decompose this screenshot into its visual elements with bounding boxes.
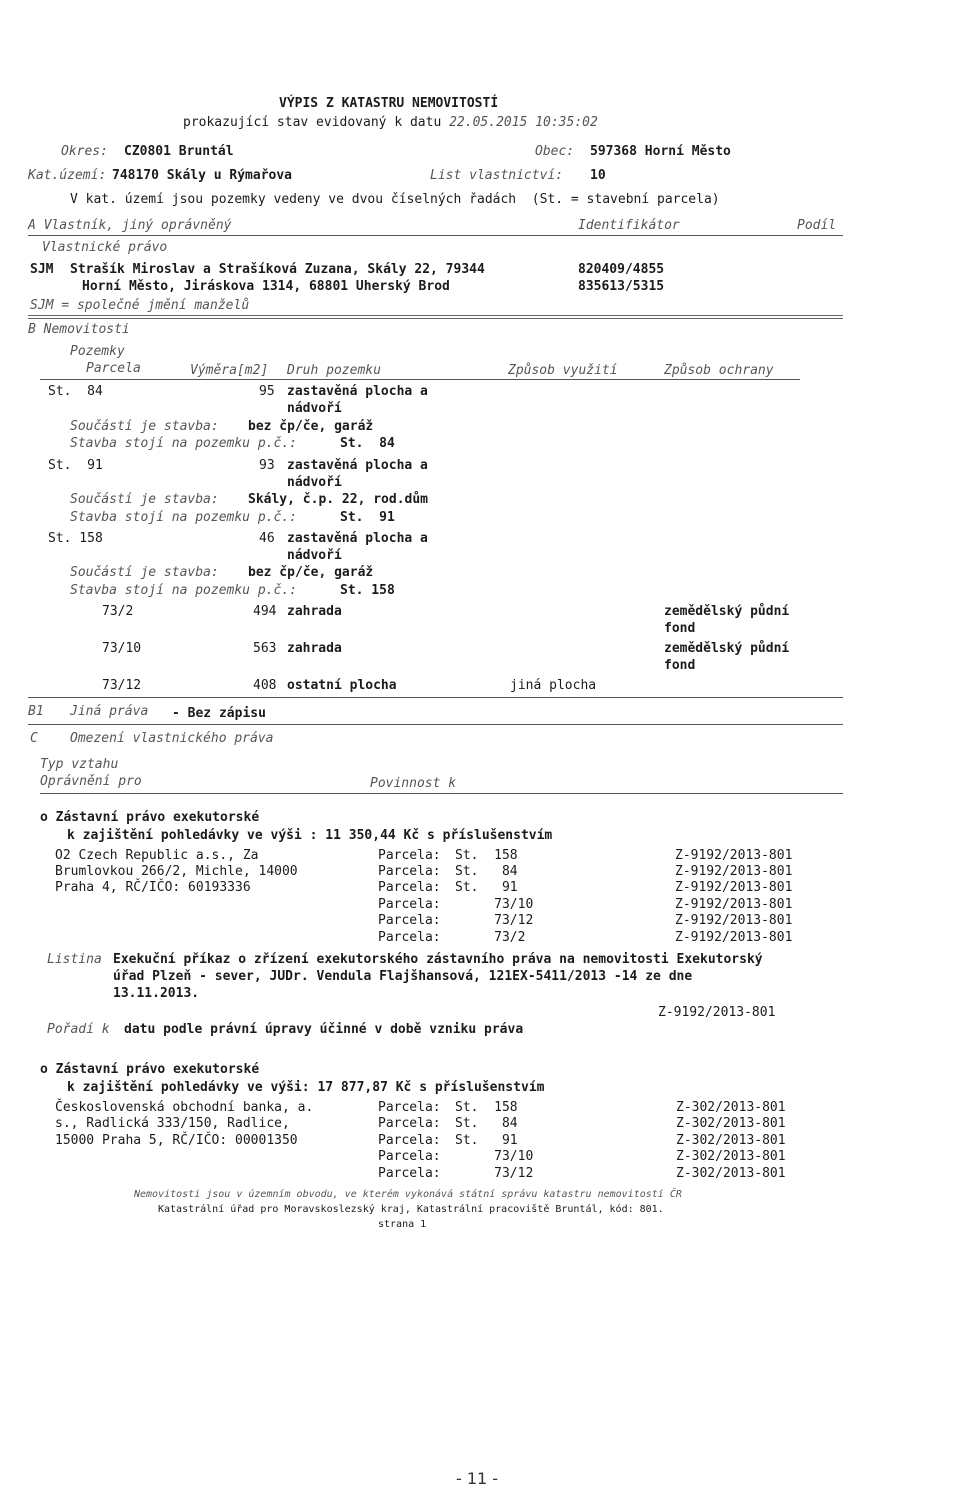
section-b1-value: - Bez zápisu xyxy=(172,706,266,721)
parcel-area: 46 xyxy=(259,531,275,546)
footer-line: Nemovitosti jsou v územním obvodu, ve kterém vykonává státní správu katastru nemovitostí ČR xyxy=(134,1189,682,1200)
povinnost-label: Povinnost k xyxy=(370,776,457,791)
pozemky-heading: Pozemky xyxy=(70,344,125,359)
document-title: VÝPIS Z KATASTRU NEMOVITOSTÍ xyxy=(279,96,499,111)
parcel-type-cont: nádvoří xyxy=(287,548,342,563)
stands-on-value: St. 91 xyxy=(340,510,395,525)
divider xyxy=(28,235,843,236)
lien-parcel-value: St. 158 xyxy=(455,848,518,863)
stands-on-label: Stavba stojí na pozemku p.č.: xyxy=(70,510,297,525)
lien-parcel-value: St. 91 xyxy=(455,880,518,895)
lien-amount: k zajištění pohledávky ve výši: 17 877,87 Kč s příslušenstvím xyxy=(67,1080,545,1095)
katuzemi-value: 748170 Skály u Rýmařova xyxy=(112,168,293,183)
extract-date: 22.05.2015 10:35:02 xyxy=(449,115,598,130)
building-value: Skály, č.p. 22, rod.dům xyxy=(248,492,429,507)
col-ochrana: Způsob ochrany xyxy=(664,363,774,378)
typ-vztahu-label: Typ vztahu xyxy=(40,757,119,772)
parcel-type: zastavěná plocha a xyxy=(287,531,428,546)
parcel-protection: zemědělský půdní xyxy=(664,641,790,656)
katuzemi-label: Kat.území: xyxy=(28,168,107,183)
section-b-heading: B Nemovitosti xyxy=(28,322,130,337)
divider xyxy=(40,793,843,794)
lien-parcel-ref: Z-9192/2013-801 xyxy=(675,913,793,928)
obec-value: 597368 Horní Město xyxy=(590,144,731,159)
col-parcela: Parcela xyxy=(86,361,141,376)
creditor-line: O2 Czech Republic a.s., Za xyxy=(55,848,259,863)
opravneni-label: Oprávnění pro xyxy=(40,774,142,789)
parcel-protection-cont: fond xyxy=(664,658,696,673)
section-b1-label: Jiná práva xyxy=(70,704,149,719)
parcel-protection-cont: fond xyxy=(664,621,696,636)
section-divider xyxy=(28,315,843,319)
vlastnicke-pravo-heading: Vlastnické právo xyxy=(42,240,168,255)
lien-parcel-label: Parcela: xyxy=(378,864,441,879)
parcel-area: 93 xyxy=(259,458,275,473)
parcel-number: 73/10 xyxy=(102,641,142,656)
poradi-text: datu podle právní úpravy účinné v době vzniku práva xyxy=(124,1022,524,1037)
lien-parcel-ref: Z-9192/2013-801 xyxy=(675,897,793,912)
poradi-label: Pořadí k xyxy=(47,1022,110,1037)
okres-value: CZ0801 Bruntál xyxy=(124,144,234,159)
creditor-line: s., Radlická 333/150, Radlice, xyxy=(55,1116,290,1131)
parcel-protection: zemědělský půdní xyxy=(664,604,790,619)
lien-parcel-value: 73/10 xyxy=(455,897,534,912)
lv-value: 10 xyxy=(590,168,606,183)
creditor-line: Praha 4, RČ/IČO: 60193336 xyxy=(55,880,251,895)
lien-parcel-label: Parcela: xyxy=(378,913,441,928)
lien-parcel-label: Parcela: xyxy=(378,1149,441,1164)
lien-parcel-ref: Z-302/2013-801 xyxy=(676,1100,786,1115)
owner-id-2: 835613/5315 xyxy=(578,279,665,294)
listina-line: úřad Plzeň - sever, JUDr. Vendula Flajšhansová, 121EX-5411/2013 -14 ze dne xyxy=(113,969,693,984)
section-a-heading: A Vlastník, jiný oprávněný xyxy=(28,218,232,233)
lien-parcel-value: St. 158 xyxy=(455,1100,518,1115)
parcel-type-cont: nádvoří xyxy=(287,401,342,416)
lien-parcel-ref: Z-9192/2013-801 xyxy=(675,880,793,895)
section-c-heading: Omezení vlastnického práva xyxy=(70,731,274,746)
obec-label: Obec: xyxy=(535,144,575,159)
lien-parcel-value: 73/2 xyxy=(455,930,526,945)
footer-line: Katastrální úřad pro Moravskoslezský kraj, Katastrální pracoviště Bruntál, kód: 801. xyxy=(158,1204,664,1215)
stands-on-label: Stavba stojí na pozemku p.č.: xyxy=(70,583,297,598)
numbering-note: V kat. území jsou pozemky vedeny ve dvou číselných řadách (St. = stavební parcela) xyxy=(70,192,720,207)
lien-parcel-value: St. 84 xyxy=(455,1116,518,1131)
lien-parcel-label: Parcela: xyxy=(378,1133,441,1148)
listina-line: 13.11.2013. xyxy=(113,986,200,1001)
creditor-line: Brumlovkou 266/2, Michle, 14000 xyxy=(55,864,298,879)
lien-parcel-label: Parcela: xyxy=(378,897,441,912)
lien-parcel-value: 73/12 xyxy=(455,1166,534,1181)
parcel-type: zahrada xyxy=(287,604,342,619)
parcel-type-cont: nádvoří xyxy=(287,475,342,490)
owner-line-2: Horní Město, Jiráskova 1314, 68801 Uherský Brod xyxy=(82,279,450,294)
page-label: strana 1 xyxy=(378,1219,427,1230)
col-podil: Podíl xyxy=(797,218,837,233)
building-value: bez čp/če, garáž xyxy=(248,419,374,434)
page-number: - 11 - xyxy=(456,1469,499,1488)
listina-label: Listina xyxy=(47,952,102,967)
parcel-type: zahrada xyxy=(287,641,342,656)
lien-parcel-ref: Z-302/2013-801 xyxy=(676,1166,786,1181)
building-value: bez čp/če, garáž xyxy=(248,565,374,580)
owner-line-1: Strašík Miroslav a Strašíková Zuzana, Skály 22, 79344 xyxy=(70,262,485,277)
col-druh: Druh pozemku xyxy=(287,363,381,378)
col-identifikator: Identifikátor xyxy=(578,218,680,233)
parcel-number: St. 91 xyxy=(48,458,103,473)
parcel-type: zastavěná plocha a xyxy=(287,384,428,399)
section-b1-letter: B1 xyxy=(28,704,44,719)
parcel-area: 563 xyxy=(253,641,277,656)
divider xyxy=(28,724,843,725)
lien-parcel-ref: Z-302/2013-801 xyxy=(676,1116,786,1131)
lien-parcel-ref: Z-9192/2013-801 xyxy=(675,930,793,945)
lien-parcel-ref: Z-302/2013-801 xyxy=(676,1149,786,1164)
lien-parcel-value: St. 91 xyxy=(455,1133,518,1148)
parcel-area: 408 xyxy=(253,678,277,693)
stands-on-value: St. 84 xyxy=(340,436,395,451)
lien-parcel-value: St. 84 xyxy=(455,864,518,879)
creditor-line: Československá obchodní banka, a. xyxy=(55,1100,314,1115)
building-label: Součástí je stavba: xyxy=(70,419,219,434)
lien-parcel-ref: Z-9192/2013-801 xyxy=(675,864,793,879)
col-vyuziti: Způsob využití xyxy=(508,363,618,378)
divider xyxy=(28,697,843,698)
parcel-area: 95 xyxy=(259,384,275,399)
parcel-type: zastavěná plocha a xyxy=(287,458,428,473)
parcel-use: jiná plocha xyxy=(510,678,597,693)
stands-on-value: St. 158 xyxy=(340,583,395,598)
lien-parcel-value: 73/12 xyxy=(455,913,534,928)
section-c-letter: C xyxy=(30,731,38,746)
listina-ref: Z-9192/2013-801 xyxy=(658,1005,776,1020)
owner-type: SJM xyxy=(30,262,54,277)
parcel-number: 73/12 xyxy=(102,678,142,693)
stands-on-label: Stavba stojí na pozemku p.č.: xyxy=(70,436,297,451)
lien-parcel-label: Parcela: xyxy=(378,1166,441,1181)
divider xyxy=(40,379,800,380)
parcel-area: 494 xyxy=(253,604,277,619)
lien-parcel-ref: Z-302/2013-801 xyxy=(676,1133,786,1148)
lien-parcel-label: Parcela: xyxy=(378,848,441,863)
lv-label: List vlastnictví: xyxy=(430,168,564,183)
parcel-type: ostatní plocha xyxy=(287,678,397,693)
building-label: Součástí je stavba: xyxy=(70,492,219,507)
parcel-number: St. 158 xyxy=(48,531,103,546)
lien-title: o Zástavní právo exekutorské xyxy=(40,1062,260,1077)
lien-parcel-value: 73/10 xyxy=(455,1149,534,1164)
building-label: Součástí je stavba: xyxy=(70,565,219,580)
creditor-line: 15000 Praha 5, RČ/IČO: 00001350 xyxy=(55,1133,298,1148)
lien-parcel-label: Parcela: xyxy=(378,1116,441,1131)
owner-id-1: 820409/4855 xyxy=(578,262,665,277)
lien-parcel-label: Parcela: xyxy=(378,930,441,945)
sjm-legend: SJM = společné jmění manželů xyxy=(30,298,250,313)
okres-label: Okres: xyxy=(61,144,108,159)
lien-parcel-label: Parcela: xyxy=(378,1100,441,1115)
lien-parcel-label: Parcela: xyxy=(378,880,441,895)
document-subtitle: prokazující stav evidovaný k datu 22.05.2015 10:35:02 xyxy=(183,115,598,130)
lien-title: o Zástavní právo exekutorské xyxy=(40,810,260,825)
parcel-number: 73/2 xyxy=(102,604,134,619)
lien-parcel-ref: Z-9192/2013-801 xyxy=(675,848,793,863)
col-vymera: Výměra[m2] xyxy=(190,363,269,378)
parcel-number: St. 84 xyxy=(48,384,103,399)
listina-line: Exekuční příkaz o zřízení exekutorského zástavního práva na nemovitosti Exekutorský xyxy=(113,952,763,967)
lien-amount: k zajištění pohledávky ve výši : 11 350,44 Kč s příslušenstvím xyxy=(67,828,553,843)
